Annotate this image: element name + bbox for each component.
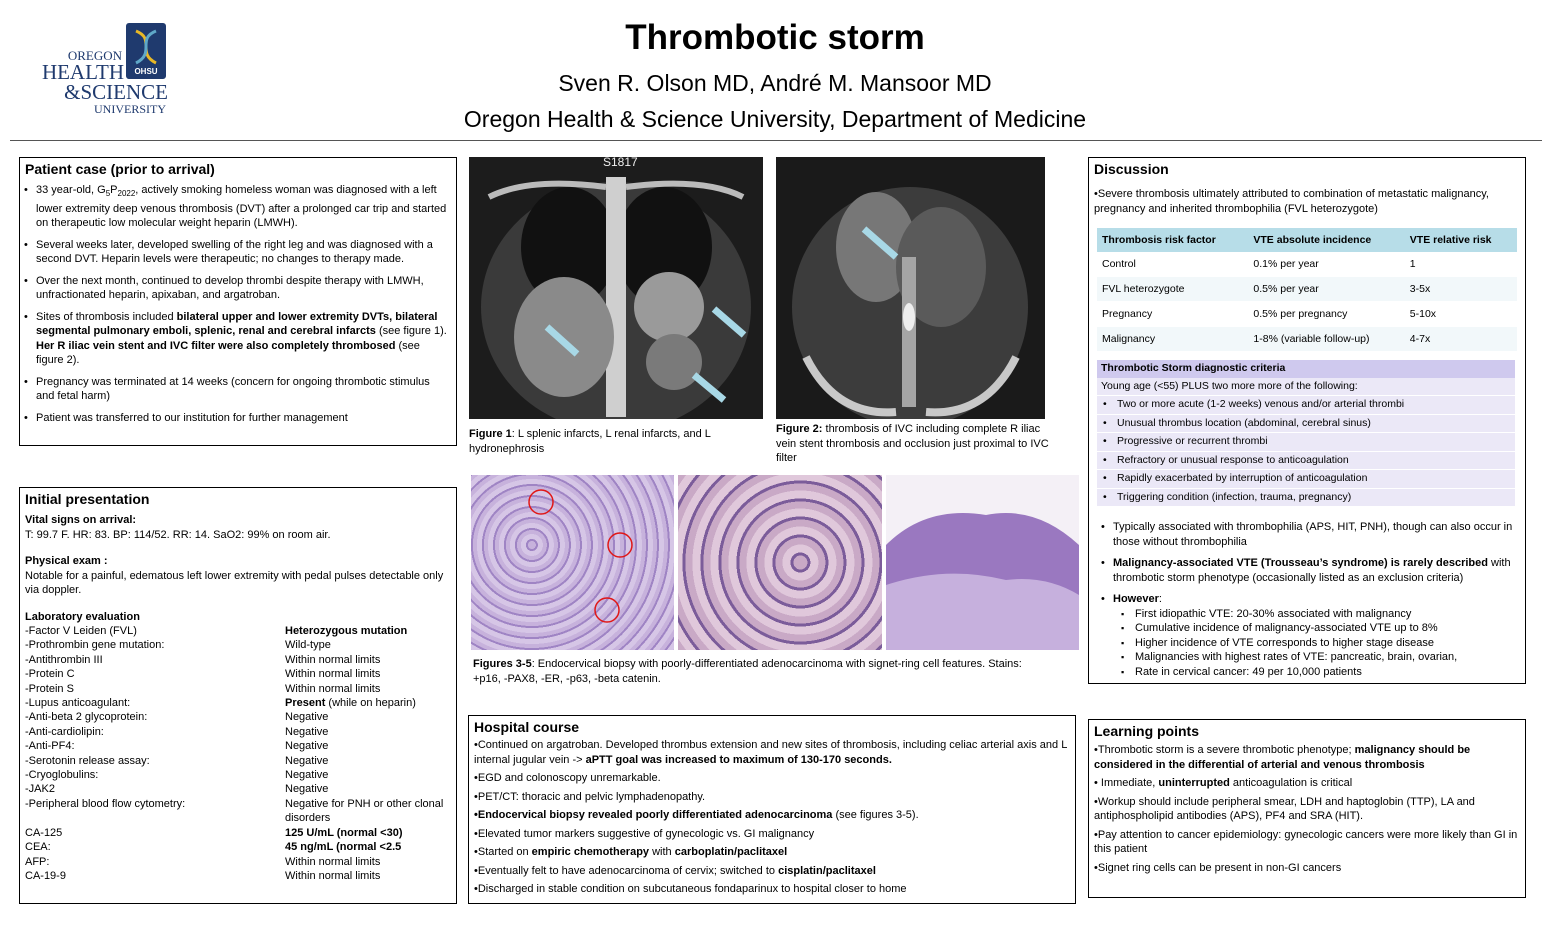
- histology-markers: [471, 475, 674, 650]
- lab-value: Negative: [285, 754, 329, 767]
- red-circle-marker: [608, 533, 632, 557]
- sub-list-item: ▪ Rate in cervical cancer: 49 per 10,000 patients: [1135, 665, 1525, 680]
- table-row: [1097, 327, 1517, 352]
- table-header-cell: VTE relative risk: [1405, 228, 1517, 252]
- lab-name: -Anti-PF4:: [25, 740, 75, 753]
- lab-value: Within normal limits: [285, 682, 381, 695]
- lab-value: Within normal limits: [285, 869, 381, 882]
- list-item: • However:: [1113, 592, 1517, 607]
- table-row: [1097, 252, 1517, 277]
- lab-value: 45 ng/mL (normal <2.5: [285, 841, 402, 854]
- lab-value: Negative: [285, 740, 329, 753]
- figure-2-caption: Figure 2: thrombosis of IVC including complete R iliac vein stent thrombosis and occlusion just proximal to IVC filter: [776, 423, 1049, 464]
- lab-value: Negative: [285, 725, 329, 738]
- histology-tissue: [886, 475, 1079, 650]
- criteria-item: • Triggering condition (infection, trauma, pregnancy): [1097, 488, 1515, 507]
- lab-row: [25, 682, 451, 696]
- lab-name: -Lupus anticoagulant:: [25, 697, 131, 710]
- sub-list-item: ▪ Cumulative incidence of malignancy-associated VTE up to 8%: [1135, 621, 1525, 636]
- course-item: •Discharged in stable condition on subcutaneous fondaparinux to hospital closer to home: [474, 883, 907, 895]
- list-item: • Several weeks later, developed swelling of the right leg and was diagnosed with a second DVT. Heparin levels were therapeutic; no changes to therapy made.: [36, 238, 448, 267]
- criteria-item: • Progressive or recurrent thrombi: [1097, 432, 1515, 451]
- ct-scan-illustration-2: [776, 157, 1045, 419]
- table-cell: Malignancy: [1097, 327, 1248, 352]
- criteria-item: • Refractory or unusual response to anticoagulation: [1097, 451, 1515, 470]
- lab-row: [25, 638, 451, 652]
- exam-text: Notable for a painful, edematous left lower extremity with pedal pulses detectable only via doppler.: [25, 569, 444, 596]
- vitals-heading: Vital signs on arrival:: [25, 514, 137, 526]
- lab-name: -Antithrombin III: [25, 653, 103, 666]
- hospital-course-panel: [468, 715, 1076, 904]
- learning-item: • Immediate, uninterrupted anticoagulation is critical: [1094, 777, 1353, 789]
- table-cell: 5-10x: [1405, 302, 1517, 327]
- discussion-list: [1089, 520, 1525, 607]
- lab-row: [25, 696, 451, 710]
- lab-row: [25, 840, 451, 854]
- criteria-item: • Rapidly exacerbated by interruption of anticoagulation: [1097, 469, 1515, 488]
- sub-list-item: ▪ Higher incidence of VTE corresponds to higher stage disease: [1135, 636, 1525, 651]
- red-circle-marker: [529, 490, 553, 514]
- lab-row: [25, 782, 451, 796]
- lab-name: -Protein S: [25, 682, 74, 695]
- discussion-sublist: [1089, 607, 1525, 680]
- lab-row: [25, 855, 451, 869]
- list-item: • Patient was transferred to our institution for further management: [36, 411, 448, 426]
- lab-name: CA-125: [25, 826, 63, 839]
- lab-table: [25, 624, 451, 883]
- lab-name: CEA:: [25, 841, 51, 854]
- learning-item: •Pay attention to cancer epidemiology: gynecologic cancers were more likely than GI in this patient: [1094, 828, 1518, 855]
- risk-table: [1097, 228, 1517, 352]
- list-item: • Malignancy-associated VTE (Trousseau’s syndrome) is rarely described with thrombotic storm phenotype (occasionally listed as an exclusion criteria): [1113, 556, 1517, 585]
- course-item: •Continued on argatroban. Developed thrombus extension and new sites of thrombosis, including celiac arterial axis and L internal jugular vein -> aPTT goal was increased to maximum of 130-170 seconds.: [474, 739, 1067, 766]
- poster-title: Thrombotic storm: [625, 18, 925, 57]
- lab-row: [25, 725, 451, 739]
- discussion-intro: •Severe thrombosis ultimately attributed to combination of metastatic malignancy, pregnancy and inherited thrombophilia (FVL heterozygote): [1094, 188, 1489, 215]
- patient-case-panel: [19, 157, 457, 446]
- lab-row: [25, 653, 451, 667]
- learning-item: •Thrombotic storm is a severe thrombotic phenotype; malignancy should be considered in the differential of arterial and venous thrombosis: [1094, 744, 1471, 771]
- vitals-text: T: 99.7 F. HR: 83. BP: 114/52. RR: 14. SaO2: 99% on room air.: [25, 528, 331, 541]
- lab-name: CA-19-9: [25, 869, 66, 882]
- lab-name: -JAK2: [25, 783, 55, 796]
- course-item: •EGD and colonoscopy unremarkable.: [474, 772, 661, 784]
- table-cell: 1-8% (variable follow-up): [1248, 327, 1404, 352]
- hospital-course-title: Hospital course: [474, 719, 580, 735]
- course-item: •PET/CT: thoracic and pelvic lymphadenopathy.: [474, 790, 706, 803]
- course-item: •Started on empiric chemotherapy with carboplatin/paclitaxel: [474, 846, 788, 858]
- course-item: •Endocervical biopsy revealed poorly differentiated adenocarcinoma (see figures 3-5).: [474, 809, 919, 821]
- list-item: • Over the next month, continued to develop thrombi despite therapy with LMWH, unfractionated heparin, apixaban, and argatroban.: [36, 274, 448, 303]
- course-item: •Elevated tumor markers suggestive of gynecologic vs. GI malignancy: [474, 827, 815, 840]
- list-item: • Typically associated with thrombophilia (APS, HIT, PNH), though can also occur in those without thrombophilia: [1113, 520, 1517, 549]
- criteria-box: [1097, 360, 1515, 506]
- learning-item: •Workup should include peripheral smear, LDH and haptoglobin (TTP), LA and antiphospholipid antibodies (APS), PF4 and SRA (HIT).: [1094, 795, 1475, 822]
- table-cell: 1: [1405, 252, 1517, 277]
- course-item: •Eventually felt to have adenocarcinoma of cervix; switched to cisplatin/paclitaxel: [474, 864, 876, 877]
- red-circle-marker: [595, 598, 619, 622]
- lab-name: -Factor V Leiden (FVL): [25, 625, 137, 637]
- logo-line-science: &SCIENCE: [64, 80, 168, 104]
- logo-line-health: HEALTH: [41, 60, 124, 84]
- table-cell: 4-7x: [1405, 327, 1517, 352]
- table-header-cell: Thrombosis risk factor: [1097, 228, 1248, 252]
- header-divider: [10, 140, 1542, 141]
- learning-points-panel: [1088, 719, 1526, 898]
- learning-title: Learning points: [1094, 723, 1199, 739]
- figure-4-histology: [678, 475, 882, 650]
- table-row: [1097, 277, 1517, 302]
- exam-heading: Physical exam :: [25, 555, 108, 567]
- table-cell: 0.5% per year: [1248, 277, 1404, 302]
- figure-3-histology: [471, 475, 674, 650]
- lab-value: 125 U/mL (normal <30): [285, 826, 403, 839]
- criteria-intro: Young age (<55) PLUS two more more of the following:: [1097, 378, 1515, 396]
- figure-2-ct-image: [776, 157, 1045, 419]
- table-row: [1097, 302, 1517, 327]
- list-item: • Sites of thrombosis included bilateral upper and lower extremity DVTs, bilateral segmental pulmonary emboli, splenic, renal and cerebral infarcts (see figure 1). Her R iliac vein stent and IVC filter were also completely thrombosed (see figure 2).: [36, 310, 448, 368]
- patient-case-title: Patient case (prior to arrival): [25, 161, 215, 177]
- initial-presentation-panel: [19, 487, 457, 904]
- lab-row: [25, 710, 451, 724]
- lab-name: -Serotonin release assay:: [25, 754, 150, 767]
- lab-name: AFP:: [25, 855, 50, 868]
- figures-3-5-caption: Figures 3-5: Endocervical biopsy with poorly-differentiated adenocarcinoma with signet-ring cell features. Stains: +p16, -PAX8, -ER, -p63, -beta catenin.: [473, 658, 1022, 685]
- lab-value: Negative: [285, 711, 329, 724]
- figure-1-ct-image: [469, 157, 763, 419]
- table-header-cell: VTE absolute incidence: [1248, 228, 1404, 252]
- learning-item: •Signet ring cells can be present in non-GI cancers: [1094, 861, 1342, 874]
- sub-list-item: ▪ Malignancies with highest rates of VTE: pancreatic, brain, ovarian,: [1135, 650, 1525, 665]
- lab-value: Negative for PNH or other clonal disorders: [285, 797, 444, 825]
- criteria-item: • Unusual thrombus location (abdominal, cerebral sinus): [1097, 414, 1515, 433]
- figure-1-caption: Figure 1: L splenic infarcts, L renal infarcts, and L hydronephrosis: [469, 428, 711, 455]
- poster-institution: Oregon Health & Science University, Department of Medicine: [463, 106, 1087, 132]
- lab-value: Heterozygous mutation: [285, 625, 408, 637]
- lab-value: Present (while on heparin): [285, 697, 416, 710]
- patient-case-list: [20, 183, 456, 425]
- lab-row: [25, 754, 451, 768]
- lab-value: Negative: [285, 769, 329, 782]
- lab-value: Within normal limits: [285, 855, 381, 868]
- table-cell: 3-5x: [1405, 277, 1517, 302]
- lab-value: Within normal limits: [285, 653, 381, 666]
- table-cell: FVL heterozygote: [1097, 277, 1248, 302]
- lab-row: [25, 768, 451, 782]
- ct-scan-illustration: [469, 157, 763, 419]
- logo-line-university: UNIVERSITY: [94, 102, 166, 116]
- initial-title: Initial presentation: [25, 491, 150, 507]
- lab-name: -Anti-beta 2 glycoprotein:: [25, 711, 148, 724]
- lab-name: -Protein C: [25, 668, 75, 681]
- lab-name: -Peripheral blood flow cytometry:: [25, 797, 186, 810]
- lab-value: Negative: [285, 783, 329, 796]
- list-item: • 33 year-old, $G_5P_{2022}$, actively smoking homeless woman was diagnosed with a left lower extremity deep venous thrombosis (DVT) after a prolonged car trip and started on therapeutic low molecular weight heparin (LMWH).: [36, 183, 448, 231]
- lab-row: [25, 624, 451, 638]
- lab-heading: Laboratory evaluation: [25, 610, 140, 623]
- criteria-title: Thrombotic Storm diagnostic criteria: [1097, 360, 1515, 378]
- table-cell: Pregnancy: [1097, 302, 1248, 327]
- lab-value: Wild-type: [285, 639, 331, 652]
- lab-name: -Anti-cardiolipin:: [25, 725, 104, 738]
- criteria-item: • Two or more acute (1-2 weeks) venous and/or arterial thrombi: [1097, 395, 1515, 414]
- lab-row: [25, 826, 451, 840]
- table-cell: 0.5% per pregnancy: [1248, 302, 1404, 327]
- lab-value: Within normal limits: [285, 668, 381, 681]
- table-cell: 0.1% per year: [1248, 252, 1404, 277]
- lab-row: [25, 739, 451, 753]
- logo-line-oregon: OREGON: [67, 48, 122, 63]
- ct-overlay-text: S1817: [603, 157, 638, 169]
- sub-list-item: ▪ First idiopathic VTE: 20-30% associated with malignancy: [1135, 607, 1525, 622]
- lab-name: -Prothrombin gene mutation:: [25, 639, 165, 652]
- lab-row: [25, 869, 451, 883]
- discussion-title: Discussion: [1094, 161, 1169, 177]
- lab-row: [25, 797, 451, 826]
- lab-row: [25, 667, 451, 681]
- list-item: • Pregnancy was terminated at 14 weeks (concern for ongoing thrombotic stimulus and fetal harm): [36, 375, 448, 404]
- logo-badge-text: OHSU: [134, 67, 158, 76]
- table-cell: Control: [1097, 252, 1248, 277]
- discussion-panel: [1088, 157, 1526, 684]
- figure-5-histology: [886, 475, 1079, 650]
- poster-authors: Sven R. Olson MD, André M. Mansoor MD: [558, 70, 992, 96]
- lab-name: -Cryoglobulins:: [25, 769, 99, 782]
